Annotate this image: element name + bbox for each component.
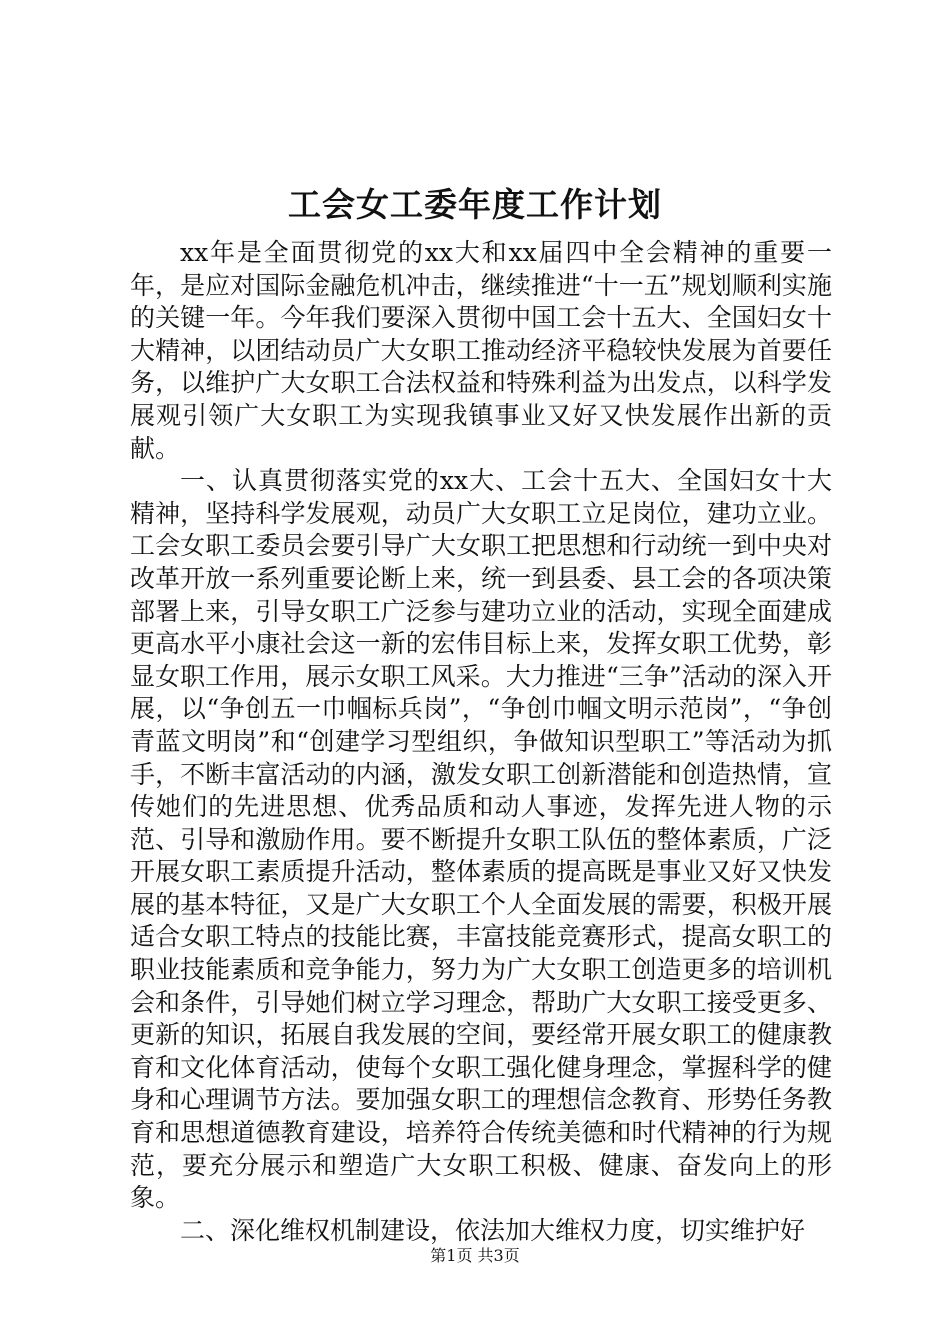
page-indicator: 第1页 共3页 bbox=[430, 1246, 520, 1265]
paragraph-section-2: 二、深化维权机制建设，依法加大维权力度，切实维护好 bbox=[180, 1215, 806, 1245]
paragraph-intro: xx年是全面贯彻党的xx大和xx届四中全会精神的重要一年，是应对国际金融危机冲击，继续推进“十一五”规划顺利实施的关键一年。今年我们要深入贯彻中国工会十五大、全国妇女十大精神，以团结动员广大女职工推动经济平稳较快发展为首要任务，以维护广大女职工合法权益和特殊利益为出发点，以科学发展观引领广大女职工为实现我镇事业又好又快发展作出新的贡献。 bbox=[130, 238, 832, 463]
document-body bbox=[130, 237, 832, 1247]
document-title: 工会女工委年度工作计划 bbox=[288, 185, 662, 224]
paragraph-section-1: 一、认真贯彻落实党的xx大、工会十五大、全国妇女十大精神，坚持科学发展观，动员广大女职工立足岗位，建功立业。工会女职工委员会要引导广大女职工把思想和行动统一到中央对改革开放一系列重要论断上来，统一到县委、县工会的各项决策部署上来，引导女职工广泛参与建功立业的活动，实现全面建成更高水平小康社会这一新的宏伟目标上来，发挥女职工优势，彰显女职工作用，展示女职工风采。大力推进“三争”活动的深入开展，以“争创五一巾帼标兵岗”，“争创巾帼文明示范岗”，“争创青蓝文明岗”和“创建学习型组织，争做知识型职工”等活动为抓手，不断丰富活动的内涵，激发女职工创新潜能和创造热情，宣传她们的先进思想、优秀品质和动人事迹，发挥先进人物的示范、引导和激励作用。要不断提升女职工队伍的整体素质，广泛开展女职工素质提升活动，整体素质的提高既是事业又好又快发展的基本特征，又是广大女职工个人全面发展的需要，积极开展适合女职工特点的技能比赛，丰富技能竞赛形式，提高女职工的职业技能素质和竞争能力，努力为广大女职工创造更多的培训机会和条件，引导她们树立学习理念，帮助广大女职工接受更多、更新的知识，拓展自我发展的空间，要经常开展女职工的健康教育和文化体育活动，使每个女职工强化健身理念，掌握科学的健身和心理调节方法。要加强女职工的理想信念教育、形势任务教育和思想道德教育建设，培养符合传统美德和时代精神的行为规范，要充分展示和塑造广大女职工积极、健康、奋发向上的形象。 bbox=[130, 466, 832, 1213]
page-footer bbox=[0, 1245, 950, 1267]
